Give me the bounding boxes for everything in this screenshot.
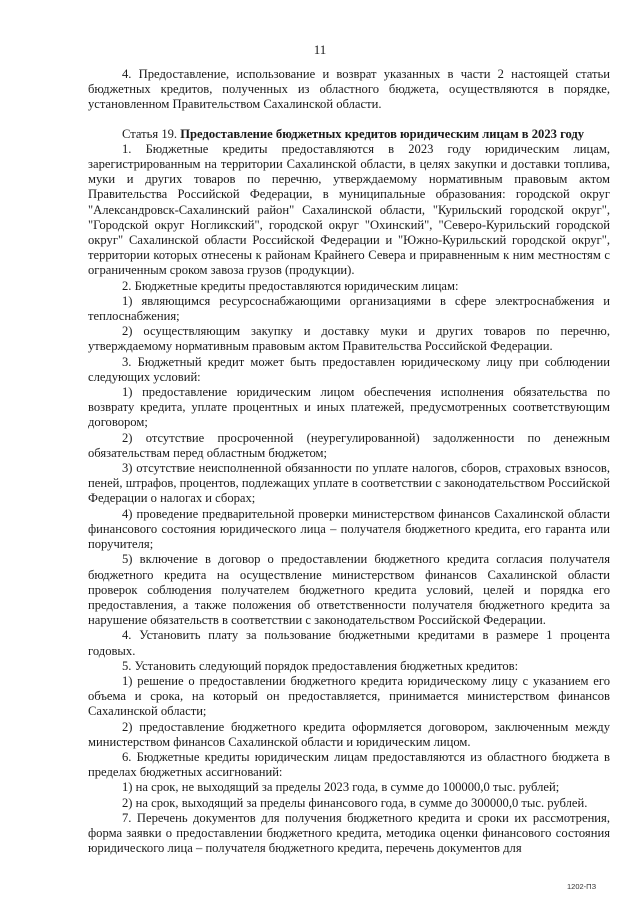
paragraph: 4. Установить плату за пользование бюджетными кредитами в размере 1 процента годовых. — [88, 628, 610, 658]
paragraph: 3) отсутствие неисполненной обязанности по уплате налогов, сборов, страховых взносов, пеней, штрафов, процентов, подлежащих уплате в соответствии с законодательством Российской Федерации о налогах и сборах; — [88, 461, 611, 506]
document-body — [88, 67, 610, 856]
paragraph: 7. Перечень документов для получения бюджетного кредита и сроки их рассмотрения, форма заявки о предоставлении бюджетного кредита, методика оценки финансового состояния юридического лица – получателя бюджетного кредита, перечень документов для — [88, 810, 610, 856]
paragraph: 1. Бюджетные кредиты предоставляются в 2023 году юридическим лицам, зарегистрированным на территории Сахалинской области, в целях закупки и доставки топлива, муки и других товаров по перечню, утверждаемому нормативным правовым актом Правительства Российской Федерации, в муниципальные образования: городской округ "Александровск-Сахалинский район" Сахалинской области, "Курильский городской округ", "Городской округ Ногликский", городской округ "Охинский", "Северо-Курильский городской округ" Сахалинской области Российской Федерации и "Южно-Курильский городской округ", территории которых отнесены к районам Крайнего Севера и приравненным к ним местностям с ограниченным сроком завоза грузов (продукции). — [88, 141, 610, 278]
paragraph: 3. Бюджетный кредит может быть предоставлен юридическому лицу при соблюдении следующих условий: — [88, 354, 610, 384]
paragraph: 5. Установить следующий порядок предоставления бюджетных кредитов: — [122, 658, 519, 673]
paragraph: 1) на срок, не выходящий за пределы 2023 года, в сумме до 100000,0 тыс. рублей; — [122, 780, 560, 795]
article-title: Предоставление бюджетных кредитов юридическим лицам в 2023 году — [180, 126, 585, 141]
article-heading — [88, 127, 610, 142]
paragraph: 6. Бюджетные кредиты юридическим лицам предоставляются из областного бюджета в пределах бюджетных ассигнований: — [88, 749, 610, 780]
paragraph: 2) на срок, выходящий за пределы финансового года, в сумме до 300000,0 тыс. рублей. — [122, 795, 588, 810]
paragraph: 1) предоставление юридическим лицом обеспечения исполнения обязательства по возврату кредита, уплате процентных и иных платежей, предусмотренных соответствующим договором; — [88, 385, 610, 430]
paragraph: 4. Предоставление, использование и возврат указанных в части 2 настоящей статьи бюджетных кредитов, полученных из областного бюджета, осуществляются в порядке, установленном Правительством Сахалинской области. — [88, 67, 610, 112]
paragraph: 1) решение о предоставлении бюджетного кредита юридическому лицу с указанием его объема и срока, на который он предоставляется, принимается министерством финансов Сахалинской области; — [88, 673, 610, 719]
paragraph: 2) предоставление бюджетного кредита оформляется договором, заключенным между министерством финансов Сахалинской области и юридическим лицом. — [88, 719, 610, 749]
paragraph: 2) осуществляющим закупку и доставку муки и других товаров по перечню, утверждаемому нормативным правовым актом Правительства Российской Федерации. — [88, 324, 610, 354]
paragraph: 2. Бюджетные кредиты предоставляются юридическим лицам: — [122, 278, 459, 293]
paragraph: 5) включение в договор о предоставлении бюджетного кредита согласия получателя бюджетного кредита на осуществление министерством финансов Сахалинской области проверок соблюдения получателем бюджетного кредита условий, целей и порядка его предоставления, а также положения об ответственности получателя бюджетного кредита за нарушение обязательств в соответствии с законодательством Российской Федерации. — [88, 552, 610, 628]
document-code: 1202-ПЗ — [567, 882, 597, 891]
paragraph: 2) отсутствие просроченной (неурегулированной) задолженности по денежным обязательствам перед областным бюджетом; — [88, 430, 610, 460]
paragraph: 1) являющимся ресурсоснабжающими организациями в сфере электроснабжения и теплоснабжения; — [88, 293, 610, 324]
article-prefix: Статья 19. — [122, 126, 178, 141]
page-number: 11 — [313, 42, 327, 57]
paragraph: 4) проведение предварительной проверки министерством финансов Сахалинской области финансового состояния юридического лица – получателя бюджетного кредита, его гаранта или поручителя; — [88, 506, 610, 552]
